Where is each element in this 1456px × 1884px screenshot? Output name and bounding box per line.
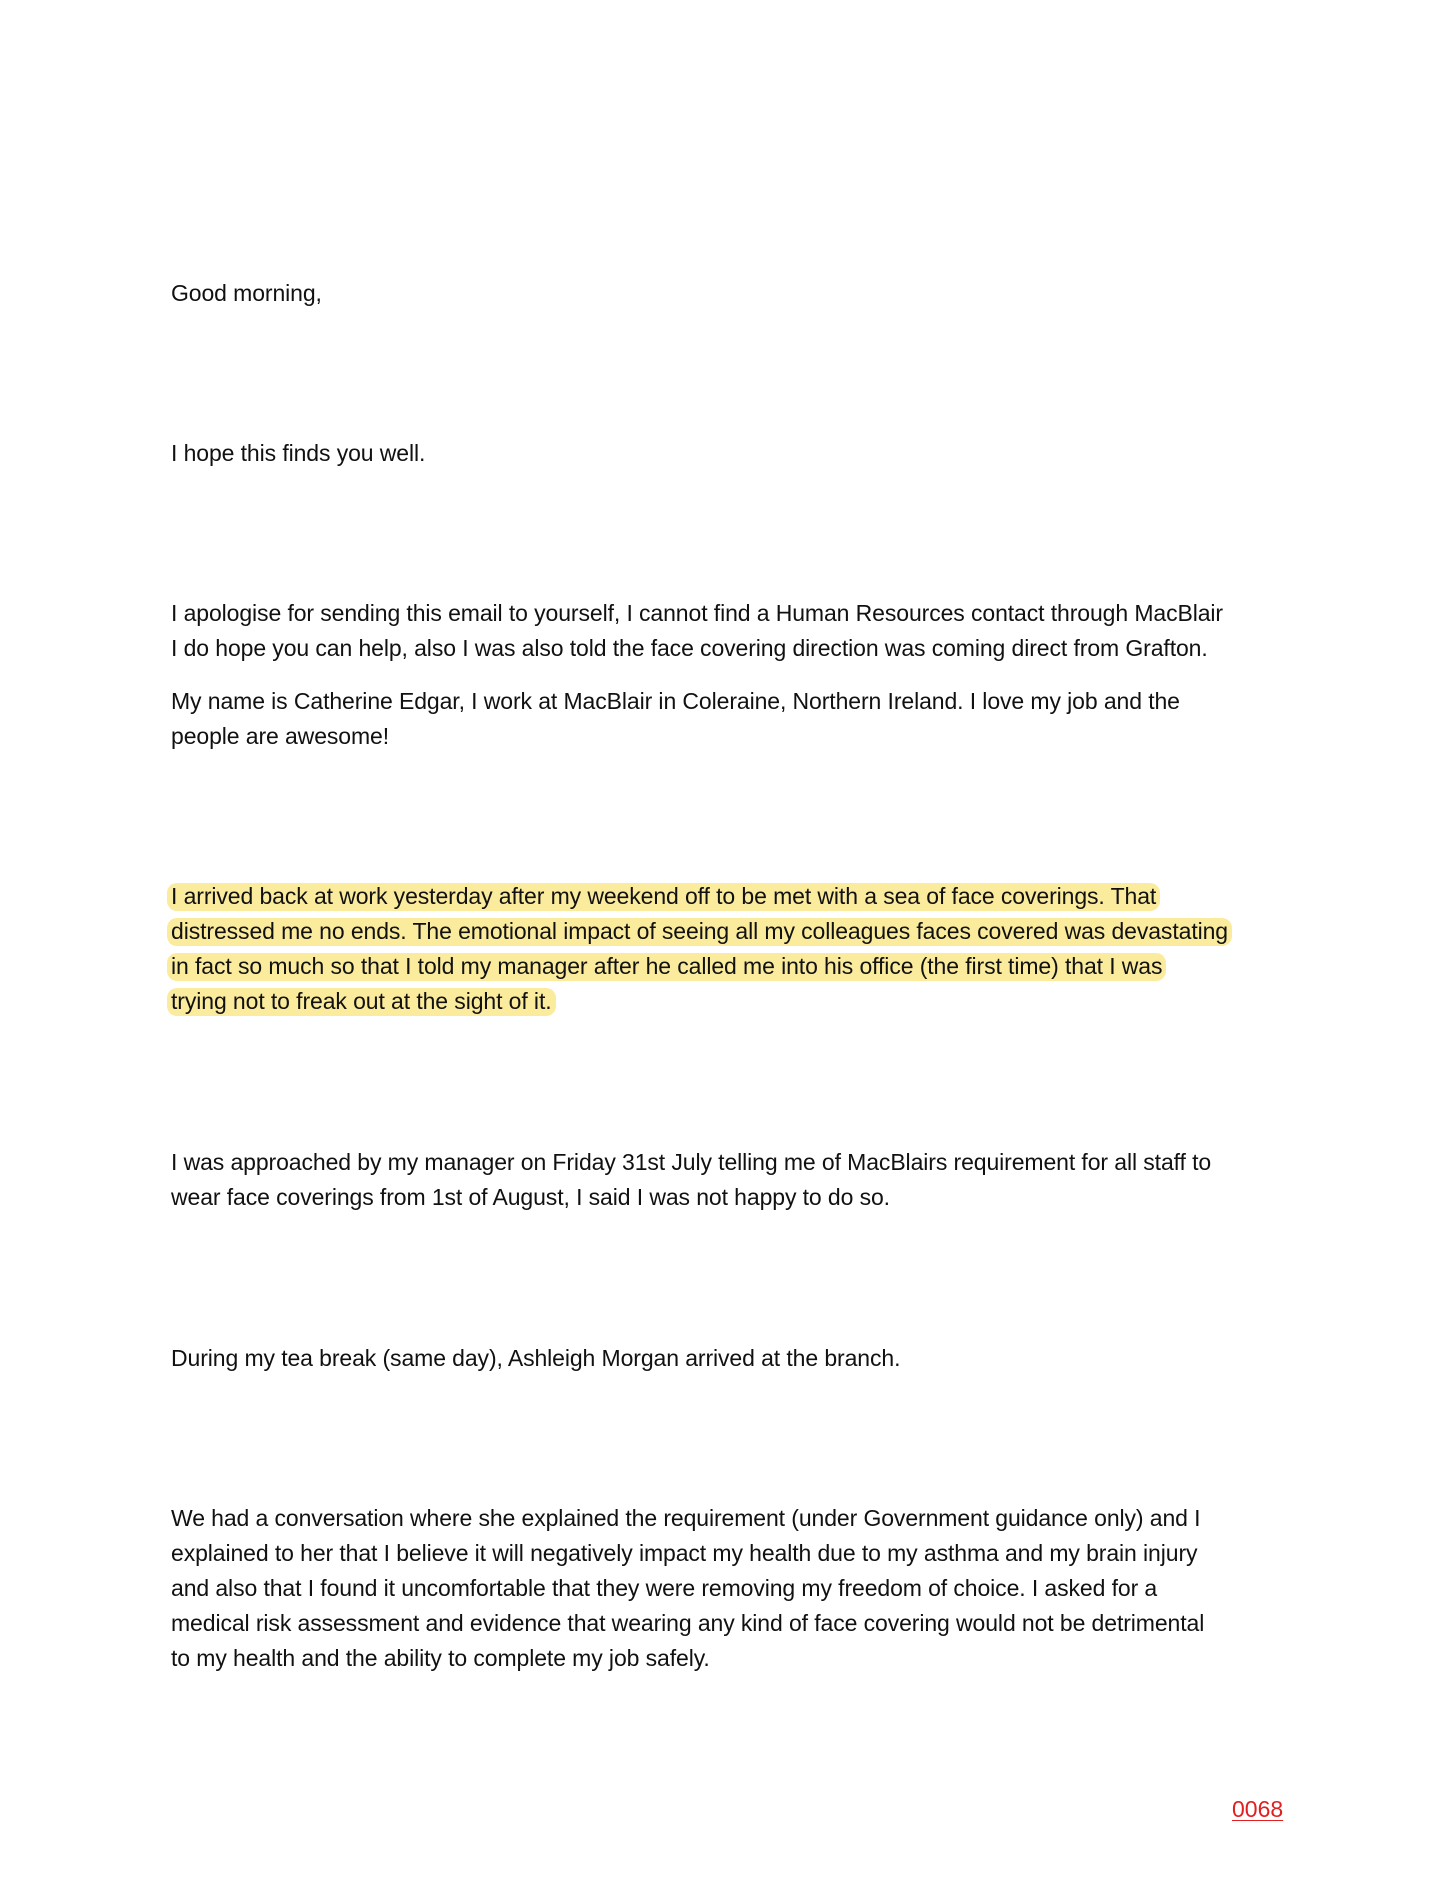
- conversation-paragraph: [171, 1501, 1291, 1676]
- conversation-line-5: to my health and the ability to complete my job safely.: [171, 1645, 710, 1671]
- intro-line-1: My name is Catherine Edgar, I work at MacBlair in Coleraine, Northern Ireland. I love my job and the: [171, 688, 1180, 714]
- intro-line-2: people are awesome!: [171, 723, 390, 749]
- hope-paragraph: [171, 436, 1291, 471]
- apology-line-1: I apologise for sending this email to yourself, I cannot find a Human Resources contact through MacBlair: [171, 600, 1223, 626]
- greeting-line: Good morning,: [171, 280, 322, 306]
- highlighted-paragraph: [171, 879, 1291, 1019]
- apology-paragraph: [171, 596, 1291, 666]
- conversation-line-1: We had a conversation where she explained the requirement (under Government guidance only) and I: [171, 1505, 1201, 1531]
- highlighted-line-4: trying not to freak out at the sight of it.: [167, 988, 556, 1016]
- conversation-line-4: medical risk assessment and evidence that wearing any kind of face covering would not be detrimental: [171, 1610, 1205, 1636]
- tea-break-paragraph: [171, 1341, 1291, 1376]
- conversation-line-2: explained to her that I believe it will negatively impact my health due to my asthma and my brain injury: [171, 1540, 1198, 1566]
- highlighted-line-1: I arrived back at work yesterday after my weekend off to be met with a sea of face coverings. That: [167, 883, 1160, 911]
- hope-line: I hope this finds you well.: [171, 440, 426, 466]
- tea-break-line: During my tea break (same day), Ashleigh Morgan arrived at the branch.: [171, 1345, 901, 1371]
- conversation-line-3: and also that I found it uncomfortable that they were removing my freedom of choice. I asked for a: [171, 1575, 1158, 1601]
- approached-paragraph: [171, 1145, 1291, 1215]
- intro-paragraph: [171, 684, 1291, 754]
- page-number: 0068: [1232, 1796, 1284, 1822]
- greeting: [171, 276, 1291, 311]
- apology-line-2: I do hope you can help, also I was also told the face covering direction was coming direct from Grafton.: [171, 635, 1208, 661]
- approached-line-1: I was approached by my manager on Friday 31st July telling me of MacBlairs requirement for all staff to: [171, 1149, 1212, 1175]
- approached-line-2: wear face coverings from 1st of August, I said I was not happy to do so.: [171, 1184, 890, 1210]
- highlighted-line-3: in fact so much so that I told my manager after he called me into his office (the first time) that I was: [167, 953, 1166, 981]
- highlighted-line-2: distressed me no ends. The emotional impact of seeing all my colleagues faces covered was devastating: [167, 918, 1232, 946]
